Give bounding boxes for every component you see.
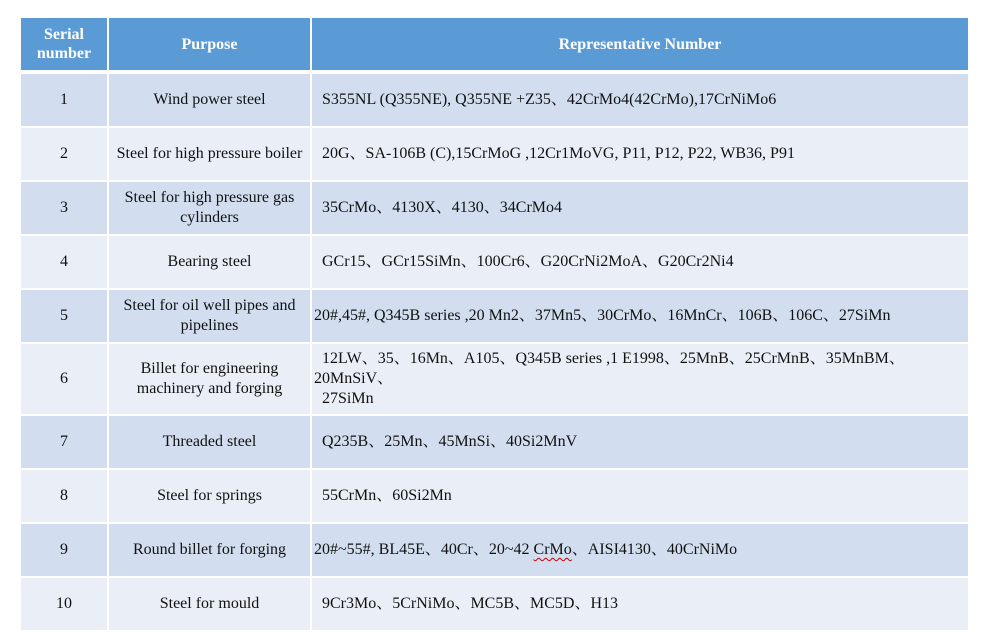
number-cell — [311, 343, 968, 415]
number-cell: GCr15、GCr15SiMn、100Cr6、G20CrNi2MoA、G20Cr2Ni4 — [311, 235, 968, 289]
number-text-before: 20#~55#, BL45E、40Cr、20~42 — [314, 541, 534, 558]
number-cell: 20#,45#, Q345B series ,20 Mn2、37Mn5、30CrMo、16MnCr、106B、106C、27SiMn — [311, 289, 968, 343]
header-serial-line1: Serial — [44, 26, 84, 43]
header-representative-number: Representative Number — [311, 18, 968, 72]
purpose-cell: Steel for high pressure gas cylinders — [108, 181, 311, 235]
serial-cell: 4 — [21, 235, 108, 289]
number-cell: 9Cr3Mo、5CrNiMo、MC5B、MC5D、H13 — [311, 577, 968, 630]
purpose-cell: Steel for springs — [108, 469, 311, 523]
table-row — [21, 523, 968, 577]
serial-cell: 1 — [21, 72, 108, 127]
serial-cell: 9 — [21, 523, 108, 577]
purpose-cell: Steel for high pressure boiler — [108, 127, 311, 181]
serial-cell: 6 — [21, 343, 108, 415]
table-row — [21, 181, 968, 235]
purpose-cell: Steel for oil well pipes and pipelines — [108, 289, 311, 343]
table-header-row — [21, 18, 968, 72]
purpose-cell: Billet for engineering machinery and forging — [108, 343, 311, 415]
header-serial-number — [21, 18, 108, 72]
number-cell: 35CrMo、4130X、4130、34CrMo4 — [311, 181, 968, 235]
serial-cell: 2 — [21, 127, 108, 181]
header-purpose: Purpose — [108, 18, 311, 72]
purpose-cell: Round billet for forging — [108, 523, 311, 577]
table-row — [21, 469, 968, 523]
steel-grades-table — [21, 18, 968, 630]
number-line: 20MnSiV、 — [314, 370, 394, 387]
table-row — [21, 127, 968, 181]
purpose-cell: Wind power steel — [108, 72, 311, 127]
number-line: 27SiMn — [322, 390, 374, 407]
number-cell: 20G、SA-106B (C),15CrMoG ,12Cr1MoVG, P11, P12, P22, WB36, P91 — [311, 127, 968, 181]
serial-cell: 7 — [21, 415, 108, 469]
table-row — [21, 577, 968, 630]
number-cell: S355NL (Q355NE), Q355NE +Z35、42CrMo4(42CrMo),17CrNiMo6 — [311, 72, 968, 127]
number-cell: 55CrMn、60Si2Mn — [311, 469, 968, 523]
serial-cell: 3 — [21, 181, 108, 235]
table-row — [21, 235, 968, 289]
table-row — [21, 72, 968, 127]
table-row — [21, 415, 968, 469]
table-row — [21, 289, 968, 343]
serial-cell: 8 — [21, 469, 108, 523]
header-serial-line2: number — [36, 45, 92, 62]
purpose-cell: Steel for mould — [108, 577, 311, 630]
purpose-cell: Bearing steel — [108, 235, 311, 289]
table-row — [21, 343, 968, 415]
number-cell: Q235B、25Mn、45MnSi、40Si2MnV — [311, 415, 968, 469]
serial-cell: 10 — [21, 577, 108, 630]
serial-cell: 5 — [21, 289, 108, 343]
number-line: 12LW、35、16Mn、A105、Q345B series ,1 E1998、25MnB、25CrMnB、35MnBM、 — [322, 350, 905, 367]
spellcheck-marked-text: CrMo — [533, 541, 572, 558]
purpose-cell: Threaded steel — [108, 415, 311, 469]
number-text-after: 、AISI4130、40CrNiMo — [571, 541, 738, 558]
number-cell — [311, 523, 968, 577]
